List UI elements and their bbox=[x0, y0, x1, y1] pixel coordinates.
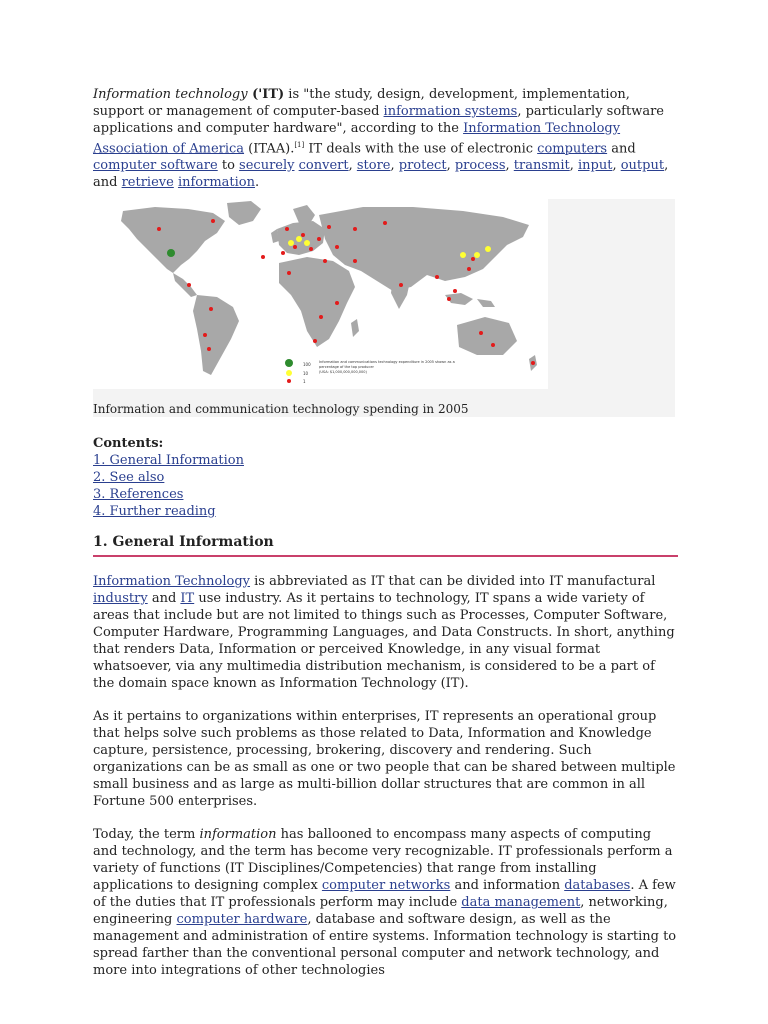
general-info-paragraph-2: As it pertains to organizations within enterprises, IT represents an operational group that helps solve such problems as those related to Data, Information and Knowledge capture, persistence, processing, brokering, discovery and rendering. Such organizations can be as small as one or two people that can be shared between multiple small business and as large as multi-billion dollar structures that are common in all Fortune 500 enterprises. bbox=[93, 709, 676, 810]
svg-text:percentage of the top producer: percentage of the top producer bbox=[319, 365, 374, 370]
general-info-paragraph-1: Information Technology is abbreviated as IT that can be divided into IT manufactural industry and IT use industry. As it pertains to technology, IT spans a wide variety of areas that include but are not limited to things such as Processes, Computer Software, Computer Hardware, Programming Languages, and Data Constructs. In short, anything that renders Data, Information or perceived Knowledge, in any visual format whatsoever, via any multimedia distribution mechanism, is considered to be a part of the domain space known as Information Technology (IT). bbox=[93, 574, 675, 692]
link-databases[interactable]: databases bbox=[564, 878, 631, 894]
world-map-image bbox=[93, 199, 548, 389]
link-computer-networks[interactable]: computer networks bbox=[321, 878, 451, 894]
figure-caption: Information and communication technology spending in 2005 bbox=[93, 402, 469, 417]
link-computer-software[interactable]: computer software bbox=[93, 158, 218, 174]
link-output[interactable]: output bbox=[620, 158, 665, 174]
figure-box bbox=[93, 199, 675, 417]
link-computers[interactable]: computers bbox=[537, 141, 608, 157]
link-input[interactable]: input bbox=[578, 158, 613, 174]
link-convert[interactable]: convert bbox=[298, 158, 349, 174]
article-body bbox=[93, 86, 678, 979]
general-info-paragraph-3: Today, the term information has ballooned to encompass many aspects of computing and technology, and the term has become very recognizable. IT professionals perform a variety of functions (IT Disciplines/Competencies) that range from installing applications to designing complex computer networks and information databases. A few of the duties that IT professionals perform may include data management, networking, engineering computer hardware, database and software design, as well as the management and administration of entire systems. Information technology is starting to spread farther than the conventional personal computer and network technology, and more into integrations of other technologies bbox=[93, 827, 677, 979]
link-transmit[interactable]: transmit bbox=[513, 158, 570, 174]
link-data-management[interactable]: data management bbox=[461, 895, 581, 911]
toc-link-general-information[interactable]: 1. General Information bbox=[93, 453, 244, 469]
svg-text:1: 1 bbox=[303, 379, 306, 385]
link-securely[interactable]: securely bbox=[239, 158, 295, 174]
link-information-systems[interactable]: information systems bbox=[383, 104, 518, 119]
svg-text:10: 10 bbox=[303, 371, 309, 377]
link-store[interactable]: store bbox=[356, 158, 391, 174]
svg-text:(USA: $1,000,000,000,000): (USA: $1,000,000,000,000) bbox=[319, 370, 367, 375]
table-of-contents bbox=[93, 435, 678, 520]
intro-paragraph: Information technology ('IT) is "the study, design, development, implementation, support or management of computer-based information systems, particularly software applications and computer hardware", according to the Information Technology Association of America (ITAA).[1] IT deals with the use of electronic computers and computer software to securely convert, store, protect, process, transmit, input, output, and retrieve information. bbox=[93, 87, 669, 191]
link-it[interactable]: IT bbox=[180, 591, 195, 607]
toc-link-references[interactable]: 3. References bbox=[93, 487, 184, 503]
intro-abbr: 'IT bbox=[258, 87, 279, 102]
intro-term: Information technology bbox=[93, 87, 248, 102]
svg-text:100: 100 bbox=[303, 362, 311, 368]
toc-link-further-reading[interactable]: 4. Further reading bbox=[93, 504, 216, 520]
link-information-technology[interactable]: Information Technology bbox=[93, 574, 251, 590]
section-heading-general-information: 1. General Information bbox=[93, 534, 678, 557]
contents-heading: Contents: bbox=[93, 436, 164, 452]
reference-1[interactable]: [1] bbox=[294, 141, 305, 149]
link-information[interactable]: information bbox=[177, 175, 256, 191]
link-itaa[interactable]: Information Technology Association of America bbox=[93, 121, 621, 157]
link-process[interactable]: process bbox=[454, 158, 506, 174]
link-industry[interactable]: industry bbox=[93, 591, 148, 607]
link-protect[interactable]: protect bbox=[398, 158, 447, 174]
map-legend bbox=[273, 357, 455, 387]
toc-link-see-also[interactable]: 2. See also bbox=[93, 470, 165, 486]
link-computer-hardware[interactable]: computer hardware bbox=[176, 912, 308, 928]
svg-text:Information and communications: Information and communications technology expenditure in 2005 shown as a bbox=[319, 360, 455, 365]
link-retrieve[interactable]: retrieve bbox=[121, 175, 174, 191]
